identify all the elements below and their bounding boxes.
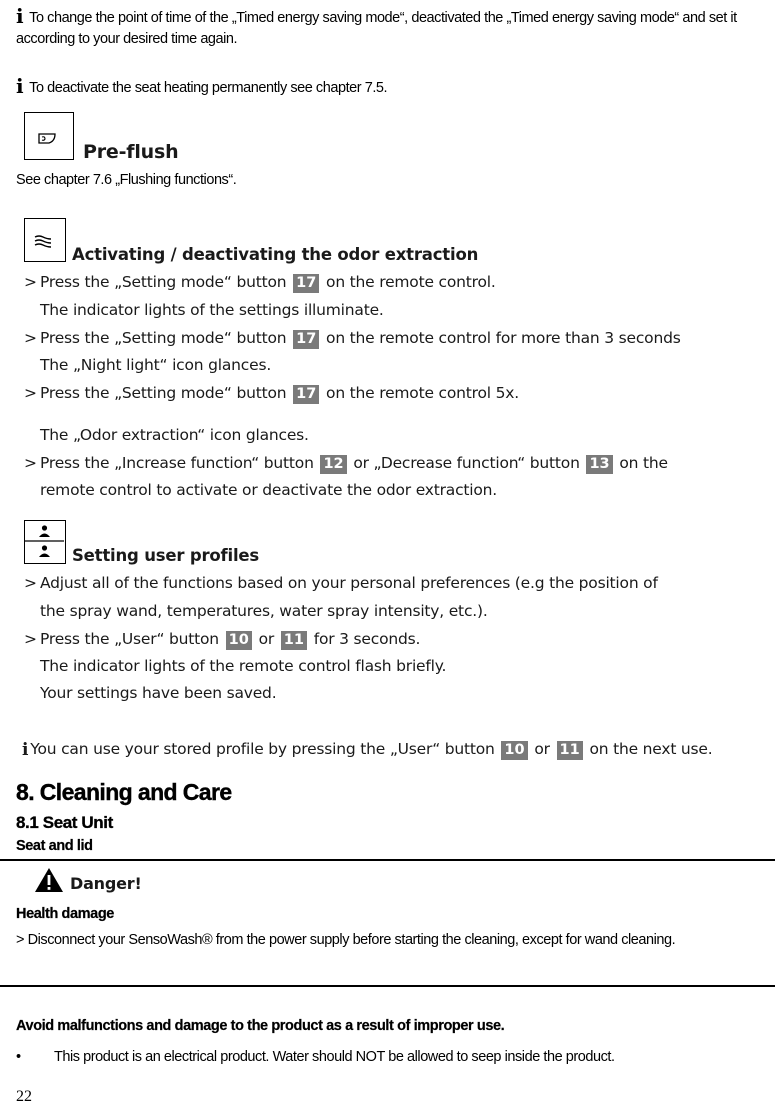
remote-button-number: 17 [293, 330, 319, 349]
remote-button-number: 11 [281, 631, 307, 650]
avoid-heading: Avoid malfunctions and damage to the product as a result of improper use. [16, 1018, 505, 1034]
info-icon: i [16, 74, 24, 98]
profile-tip: i You can use your stored profile by pressing the „User“ button 10 or 11 on the next use. [22, 740, 713, 760]
page-number: 22 [16, 1088, 32, 1105]
info-note-timed-energy [16, 6, 771, 50]
list-item: > Press the „Setting mode“ button 17 on the remote control for more than 3 seconds [24, 329, 681, 347]
list-item: > Press the „Setting mode“ button 17 on the remote control. [24, 273, 496, 291]
info-note-text: To change the point of time of the „Timed energy saving mode“, deactivated the „Timed energy saving mode“ and set it according to your desired time again. [16, 10, 737, 47]
list-item: the spray wand, temperatures, water spray intensity, etc.). [40, 602, 488, 620]
info-note-seat-heating [16, 76, 771, 99]
danger-text: > Disconnect your SensoWash® from the power supply before starting the cleaning, except for wand cleaning. [16, 932, 676, 948]
subsection-title: Seat and lid [16, 838, 93, 854]
warning-icon [34, 867, 64, 893]
list-item: The „Night light“ icon glances. [40, 356, 272, 374]
remote-button-number: 10 [501, 741, 527, 760]
info-note-text: To deactivate the seat heating permanently see chapter 7.5. [29, 80, 388, 96]
remote-button-number: 17 [293, 274, 319, 293]
list-item: The indicator lights of the remote control flash briefly. [40, 657, 447, 675]
list-item: > Press the „User“ button 10 or 11 for 3 seconds. [24, 630, 421, 648]
pre-flush-title: Pre-flush [83, 141, 179, 163]
info-icon: i [22, 740, 29, 760]
chapter-title: 8. Cleaning and Care [16, 779, 232, 805]
remote-button-number: 17 [293, 385, 319, 404]
user-profiles-title: Setting user profiles [72, 546, 260, 565]
remote-button-number: 12 [320, 455, 346, 474]
pre-flush-text: See chapter 7.6 „Flushing functions“. [16, 172, 237, 188]
list-item: The „Odor extraction“ icon glances. [40, 426, 309, 444]
divider [0, 985, 775, 987]
list-item: remote control to activate or deactivate the odor extraction. [40, 481, 498, 499]
info-icon: i [16, 4, 24, 28]
remote-button-number: 11 [557, 741, 583, 760]
list-item: Your settings have been saved. [40, 684, 277, 702]
list-item: The indicator lights of the settings illuminate. [40, 301, 384, 319]
remote-button-number: 10 [226, 631, 252, 650]
section-title: 8.1 Seat Unit [16, 813, 113, 832]
list-item: • This product is an electrical product. Water should NOT be allowed to seep inside the product. [16, 1049, 615, 1065]
danger-label: Danger! [70, 874, 142, 893]
list-item: > Press the „Setting mode“ button 17 on the remote control 5x. [24, 384, 519, 402]
odor-extraction-title: Activating / deactivating the odor extraction [72, 245, 479, 264]
remote-button-number: 13 [586, 455, 612, 474]
divider [0, 859, 775, 861]
list-item: > Press the „Increase function“ button 12 or „Decrease function“ button 13 on the [24, 454, 668, 472]
danger-heading: Health damage [16, 906, 114, 922]
list-item: > Adjust all of the functions based on your personal preferences (e.g the position of [24, 574, 658, 592]
user-profiles-icon [24, 520, 66, 564]
odor-extraction-icon [24, 218, 66, 262]
pre-flush-icon [24, 112, 74, 160]
